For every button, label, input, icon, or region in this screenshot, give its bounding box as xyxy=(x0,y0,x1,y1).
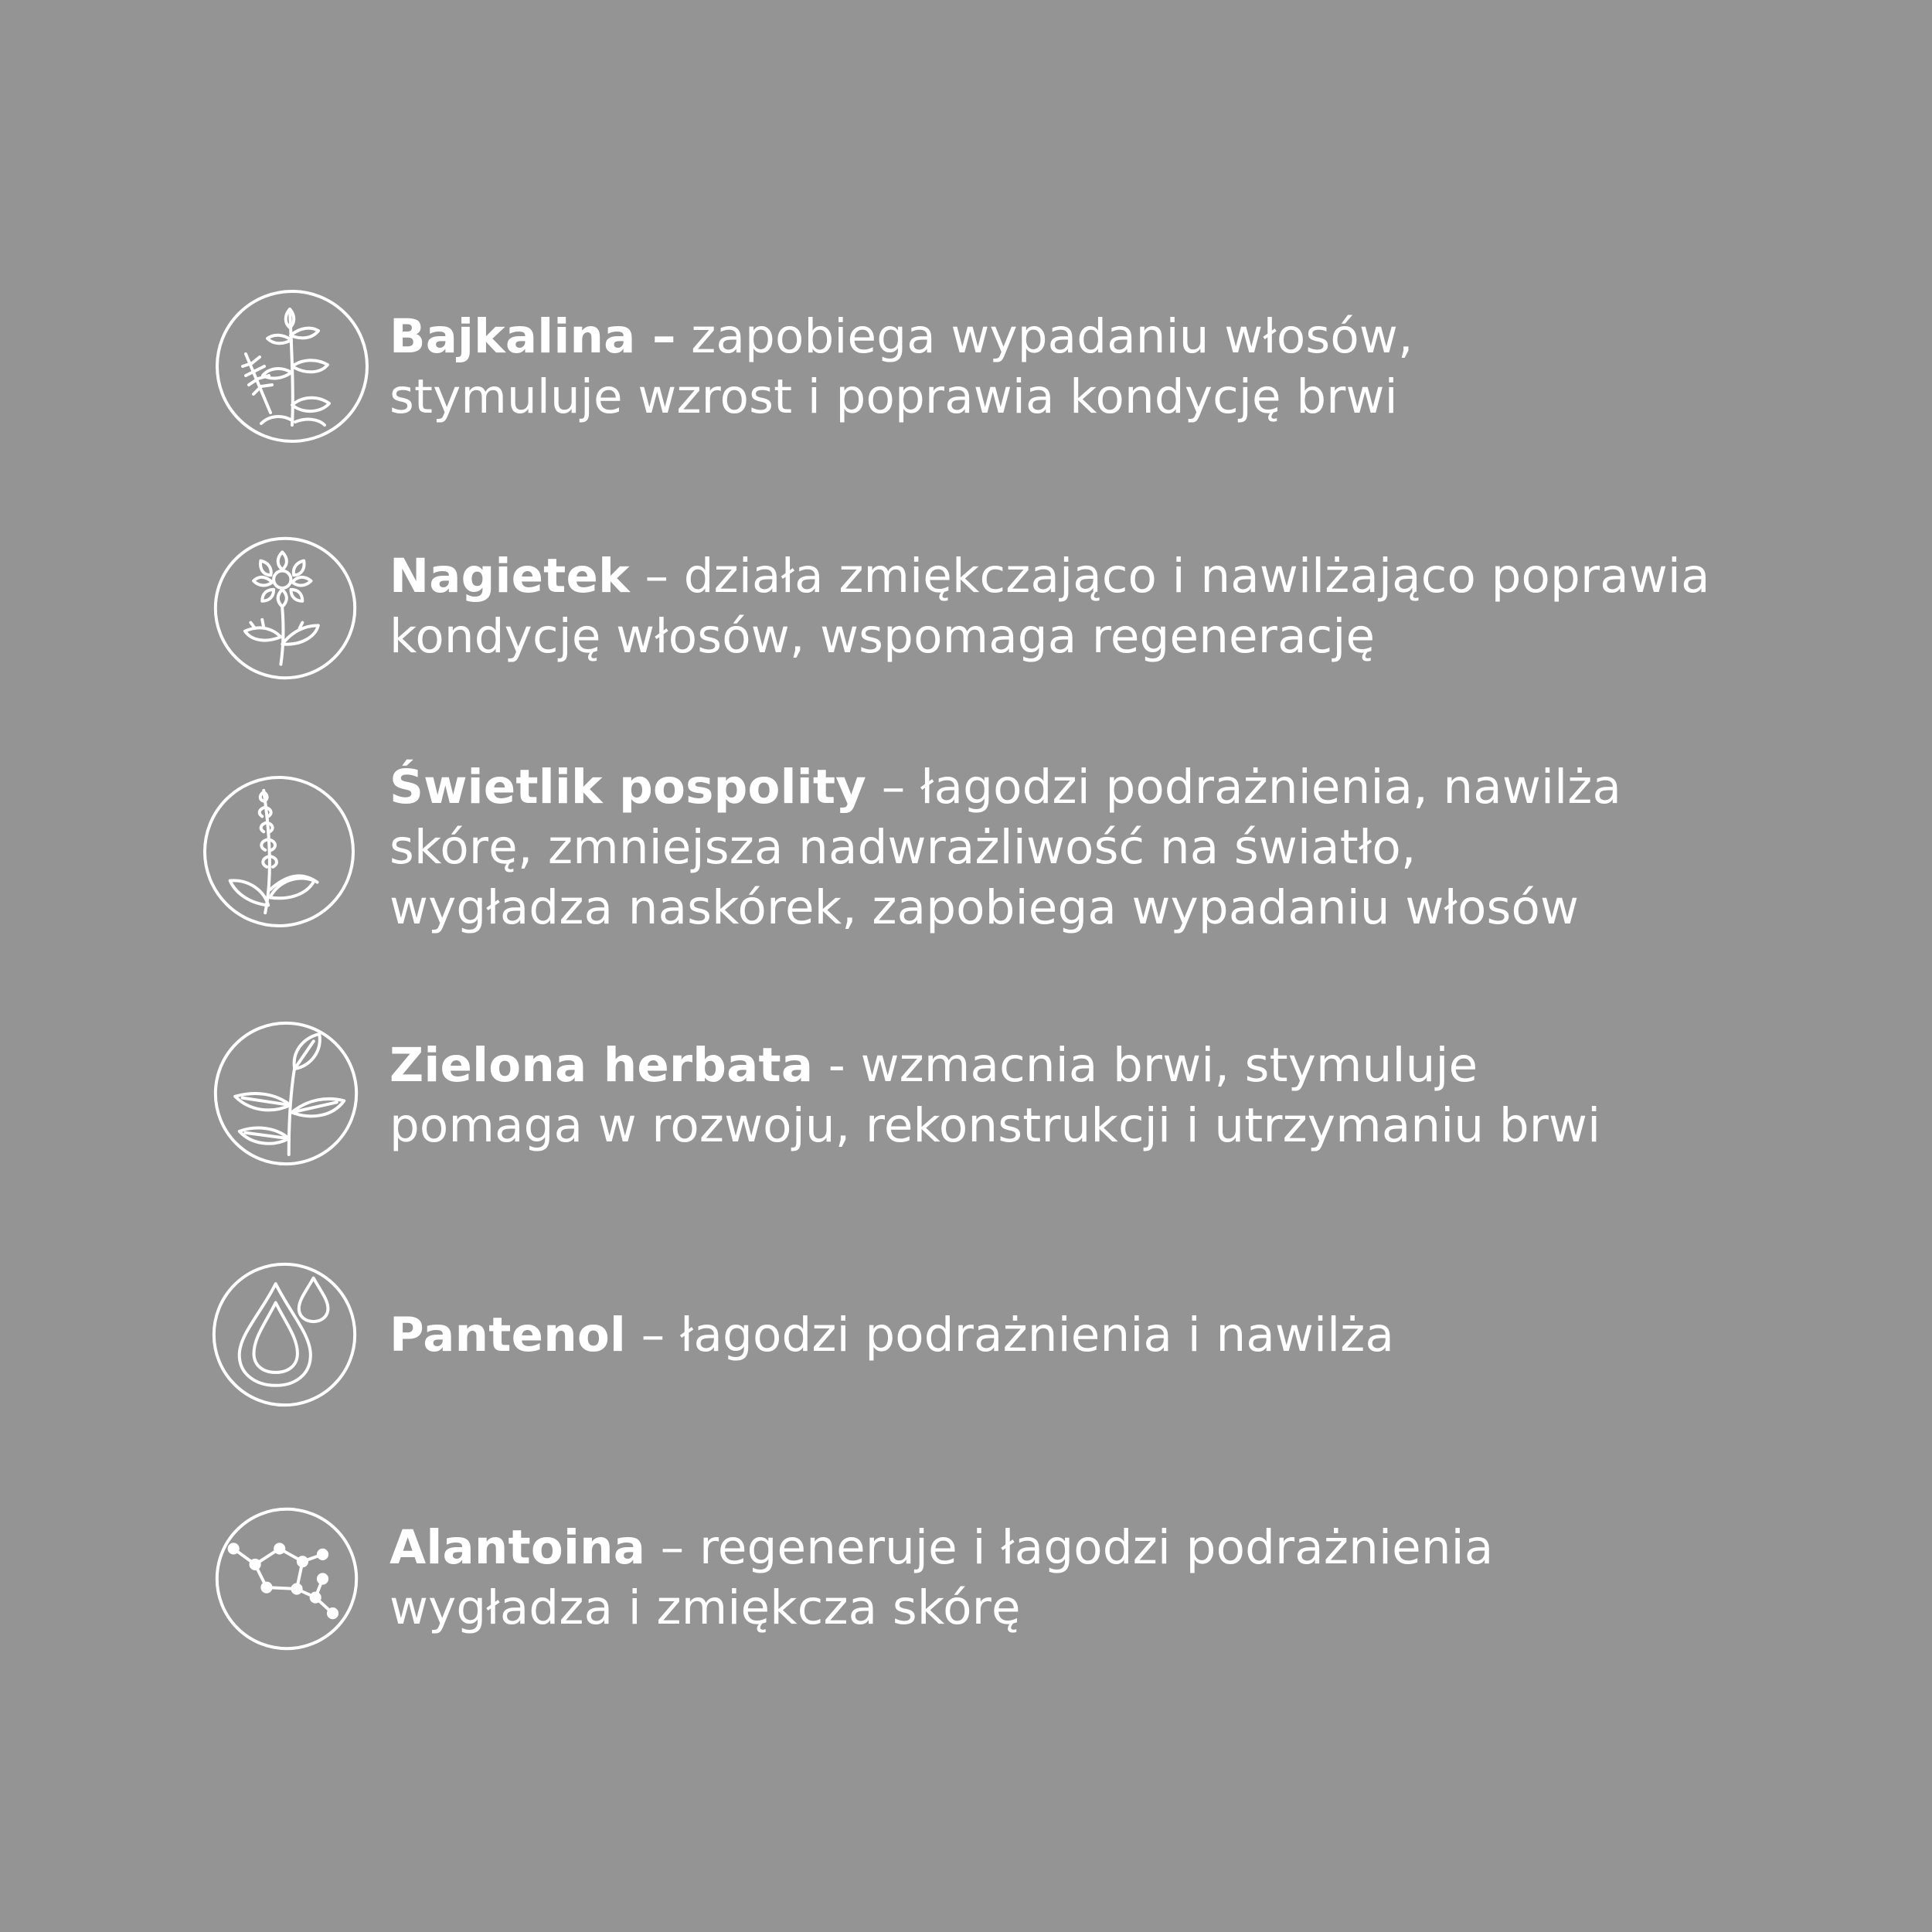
description-text: zapobiega wypadaniu włosów, xyxy=(675,309,1413,364)
ingredient-description xyxy=(389,1518,1904,1638)
description-line-1 xyxy=(389,1036,1904,1096)
ingredient-description xyxy=(389,546,1904,667)
green-tea-leaf-icon xyxy=(213,1021,359,1166)
ingredient-description xyxy=(389,1305,1904,1366)
ingredient-name: Zielona herbata xyxy=(389,1038,814,1093)
eyebright-plant-icon xyxy=(202,775,355,928)
description-line-3: wygładza naskórek, zapobiega wypadaniu włosów xyxy=(389,880,1580,935)
description-line-2: skórę, zmniejsza nadwrażliwość na światło, xyxy=(389,820,1417,875)
description-line-1 xyxy=(389,1305,1904,1366)
description-line-1 xyxy=(389,307,1904,367)
description-text: – regeneruje i łagodzi podrażnienia xyxy=(645,1520,1494,1575)
description-line-1 xyxy=(389,1518,1904,1578)
calendula-flower-icon xyxy=(213,536,357,680)
ingredient-name: Nagietek xyxy=(389,549,630,604)
molecule-icon xyxy=(215,1507,359,1651)
description-line-2: kondycję włosów, wspomaga regenerację xyxy=(389,609,1376,664)
ingredient-description xyxy=(389,1036,1904,1156)
description-text: – działa zmiękczająco i nawilżająco poprawia xyxy=(629,549,1710,604)
description-line-2: stymuluje wzrost i poprawia kondycję brwi xyxy=(389,369,1398,424)
ingredient-description xyxy=(389,757,1904,938)
ingredient-description xyxy=(389,307,1904,427)
description-line-1 xyxy=(389,757,1904,818)
ingredient-name: Alantoina xyxy=(389,1520,646,1575)
description-text: - wzmacnia brwi, stymuluje xyxy=(813,1038,1478,1093)
description-text: – łagodzi podrażnienia, nawilża xyxy=(866,760,1622,815)
ingredient-name: Świetlik pospolity xyxy=(389,760,867,815)
description-line-2: pomaga w rozwoju, rekonstrukcji i utrzymaniu brwi xyxy=(389,1098,1601,1153)
description-text: – łagodzi podrażnienia i nawilża xyxy=(626,1308,1395,1362)
description-line-1 xyxy=(389,546,1904,607)
skullcap-plant-icon xyxy=(215,289,369,444)
description-line-2: wygładza i zmiękcza skórę xyxy=(389,1580,1021,1635)
ingredient-name: Bajkalina – xyxy=(389,309,676,364)
ingredient-name: Pantenol xyxy=(389,1308,627,1362)
water-drops-icon xyxy=(212,1262,357,1407)
